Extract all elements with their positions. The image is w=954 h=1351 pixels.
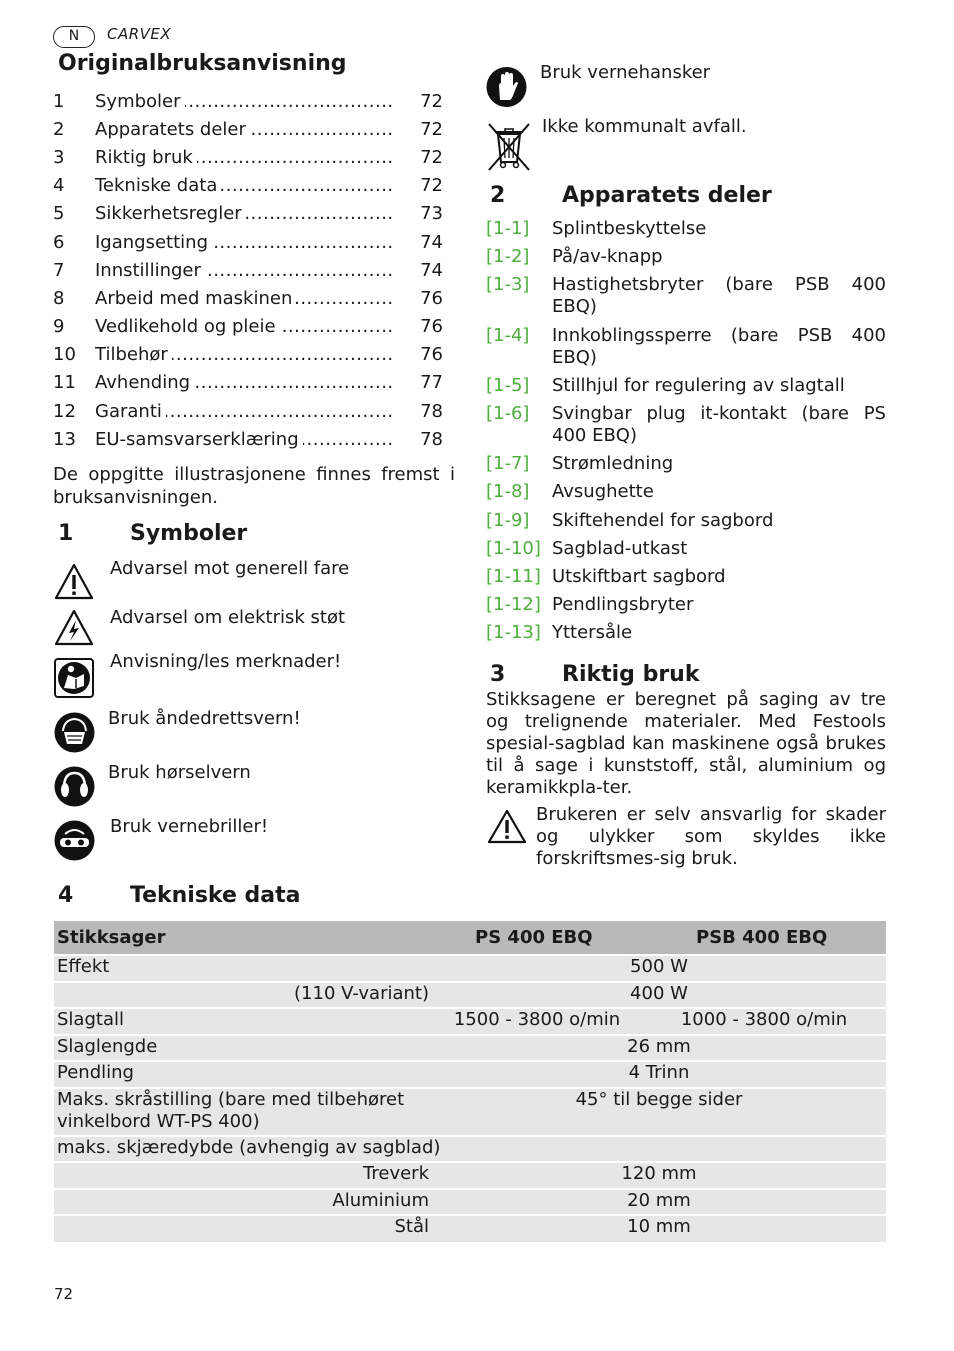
gloves-icon <box>486 66 527 108</box>
part-ref: [1-6] <box>486 402 530 424</box>
respirator-icon <box>54 712 95 753</box>
part-item <box>486 622 886 644</box>
toc-page: 73 <box>420 203 443 225</box>
language-badge: N <box>53 26 95 48</box>
part-item <box>486 403 886 447</box>
symbol-label-general-hazard: Advarsel mot generell fare <box>110 558 350 579</box>
toc-label: Sikkerhetsregler ..... <box>95 203 393 224</box>
toc-label: Arbeid med maskinen ..... <box>95 288 393 309</box>
table-header-ps400: PS 400 EBQ <box>432 921 642 955</box>
toc-page: 74 <box>420 231 443 253</box>
toc-label: Vedlikehold og pleie ..... <box>95 316 393 337</box>
toc-label: EU-samsvarserklæring ..... <box>95 429 393 450</box>
toc-page: 78 <box>420 400 443 422</box>
toc-label: Innstillinger ..... <box>95 260 393 281</box>
warning-triangle-icon <box>54 563 94 601</box>
toc-item[interactable] <box>53 313 443 341</box>
toc-item[interactable] <box>53 87 443 115</box>
section-heading-parts: 2 Apparatets deler <box>490 183 772 208</box>
toc-page: 77 <box>420 372 443 394</box>
symbol-label-hearing-protection: Bruk hørselvern <box>108 762 251 783</box>
part-label: Avsughette <box>552 481 654 503</box>
part-ref: [1-11] <box>486 565 541 587</box>
toc-label: Garanti ..... <box>95 401 393 422</box>
tech-data-table <box>54 921 886 1242</box>
part-ref: [1-10] <box>486 537 541 559</box>
toc-item[interactable] <box>53 369 443 397</box>
toc-number: 1 <box>53 90 65 112</box>
toc-label: Symboler ..... <box>95 91 393 112</box>
parts-list <box>486 218 886 650</box>
part-item <box>486 594 886 616</box>
toc-number: 11 <box>53 372 76 394</box>
part-label: Utskiftbart sagbord <box>552 565 726 587</box>
part-label: Pendlingsbryter <box>552 594 694 616</box>
symbol-label-gloves: Bruk vernehansker <box>540 62 711 83</box>
toc-number: 5 <box>53 203 65 225</box>
table-row: Effekt 500 W <box>54 955 886 982</box>
toc-number: 9 <box>53 316 65 338</box>
toc-label: Tilbehør ..... <box>95 344 393 365</box>
warning-triangle-icon <box>487 809 527 845</box>
no-household-waste-icon <box>486 120 532 172</box>
part-label: Innkoblingssperre (bare PSB 400 EBQ) <box>552 324 886 368</box>
toc-item[interactable] <box>53 425 443 453</box>
table-row: Maks. skråstilling (bare med tilbehøret vinkelbord WT-PS 400) 45° til begge sider <box>54 1088 886 1136</box>
part-ref: [1-1] <box>486 218 530 239</box>
part-label: Stillhjul for regulering av slagtall <box>552 374 845 396</box>
toc-item[interactable] <box>53 172 443 200</box>
table-header-product: Stikksager <box>54 921 432 955</box>
electric-shock-icon <box>54 609 94 647</box>
toc-number: 12 <box>53 400 76 422</box>
toc-number: 10 <box>53 344 76 366</box>
part-label: Svingbar plug it-kontakt (bare PS 400 EBQ) <box>552 402 886 446</box>
table-header-psb400: PSB 400 EBQ <box>642 921 886 955</box>
toc-item[interactable] <box>53 200 443 228</box>
part-label: Skiftehendel for sagbord <box>552 509 774 531</box>
part-ref: [1-4] <box>486 324 530 346</box>
toc-number: 8 <box>53 287 65 309</box>
symbol-label-electric-shock: Advarsel om elektrisk støt <box>110 607 346 628</box>
toc-item[interactable] <box>53 228 443 256</box>
intended-use-text: Stikksagene er beregnet på saging av tre og trelignende materialer. Med Festools spesial-sagblad kan maskinene også brukes til å sage i kunststoff, stål, aluminium og keramikkpla-ter. <box>486 689 886 798</box>
toc-item[interactable] <box>53 397 443 425</box>
table-row: Aluminium 20 mm <box>54 1189 886 1216</box>
part-item <box>486 246 886 268</box>
toc-page: 74 <box>420 259 443 281</box>
part-ref: [1-2] <box>486 246 530 268</box>
toc-page: 76 <box>420 287 443 309</box>
toc-number: 6 <box>53 231 65 253</box>
toc-label: Apparatets deler ..... <box>95 119 393 140</box>
part-label: Strømledning <box>552 453 674 475</box>
toc-number: 3 <box>53 146 65 168</box>
table-row: Slaglengde 26 mm <box>54 1035 886 1062</box>
part-item <box>486 481 886 503</box>
safety-goggles-icon <box>54 820 95 861</box>
toc-label: Riktig bruk ..... <box>95 147 393 168</box>
part-item <box>486 510 886 532</box>
table-row: (110 V-variant) 400 W <box>54 982 886 1009</box>
toc-page: 76 <box>420 316 443 338</box>
part-item <box>486 538 886 560</box>
table-row: maks. skjæredybde (avhengig av sagblad) <box>54 1136 886 1163</box>
toc-number: 4 <box>53 175 65 197</box>
part-ref: [1-8] <box>486 481 530 503</box>
hearing-protection-icon <box>54 766 95 807</box>
toc-item[interactable] <box>53 341 443 369</box>
toc-page: 72 <box>420 90 443 112</box>
part-label: På/av-knapp <box>552 246 663 268</box>
part-item <box>486 375 886 397</box>
table-row: Treverk 120 mm <box>54 1162 886 1189</box>
toc-label: Tekniske data ..... <box>95 175 393 196</box>
part-ref: [1-5] <box>486 374 530 396</box>
symbol-label-respirator: Bruk åndedrettsvern! <box>108 708 301 729</box>
part-ref: [1-7] <box>486 453 530 475</box>
part-ref: [1-3] <box>486 274 530 296</box>
section-heading-use: 3 Riktig bruk <box>490 662 700 687</box>
toc-item[interactable] <box>53 143 443 171</box>
part-ref: [1-13] <box>486 622 541 644</box>
brand-name: CARVEX <box>107 25 172 43</box>
part-item <box>486 218 886 240</box>
toc-label: Avhending ..... <box>95 372 393 393</box>
toc-item[interactable] <box>53 284 443 312</box>
toc-page: 76 <box>420 344 443 366</box>
page-title: Originalbruksanvisning <box>58 51 347 76</box>
liability-warning-text: Brukeren er selv ansvarlig for skader og ulykker som skyldes ikke forskriftsmes-sig bruk. <box>536 804 886 869</box>
symbol-label-no-household-waste: Ikke kommunalt avfall. <box>542 116 747 137</box>
section-heading-tech: 4 Tekniske data <box>58 883 301 908</box>
part-item <box>486 453 886 475</box>
toc-number: 13 <box>53 428 76 450</box>
part-label: Hastighetsbryter (bare PSB 400 EBQ) <box>552 274 886 318</box>
toc-number: 2 <box>53 118 65 140</box>
toc-page: 72 <box>420 118 443 140</box>
section-heading-symbols: 1 Symboler <box>58 521 248 546</box>
part-item <box>486 566 886 588</box>
page-number: 72 <box>54 1285 74 1303</box>
toc-item[interactable] <box>53 256 443 284</box>
symbol-label-safety-goggles: Bruk vernebriller! <box>110 816 269 837</box>
toc-page: 72 <box>420 146 443 168</box>
toc-item[interactable] <box>53 115 443 143</box>
part-label: Yttersåle <box>552 622 633 644</box>
read-manual-icon <box>54 658 94 698</box>
part-label: Sagblad-utkast <box>552 537 688 559</box>
table-row: Slagtall 1500 - 3800 o/min 1000 - 3800 o/min <box>54 1008 886 1035</box>
toc-page: 72 <box>420 175 443 197</box>
part-label: Splintbeskyttelse <box>552 218 707 239</box>
part-item <box>486 274 886 318</box>
toc-label: Igangsetting ..... <box>95 232 393 253</box>
part-ref: [1-9] <box>486 509 530 531</box>
table-row: Stål 10 mm <box>54 1215 886 1242</box>
toc-number: 7 <box>53 259 65 281</box>
intro-note: De oppgitte illustrasjonene finnes fremst i bruksanvisningen. <box>53 464 455 508</box>
symbol-label-read-manual: Anvisning/les merknader! <box>110 651 342 672</box>
table-of-contents <box>53 87 443 453</box>
part-item <box>486 325 886 369</box>
table-row: Pendling 4 Trinn <box>54 1061 886 1088</box>
toc-page: 78 <box>420 428 443 450</box>
part-ref: [1-12] <box>486 594 541 616</box>
